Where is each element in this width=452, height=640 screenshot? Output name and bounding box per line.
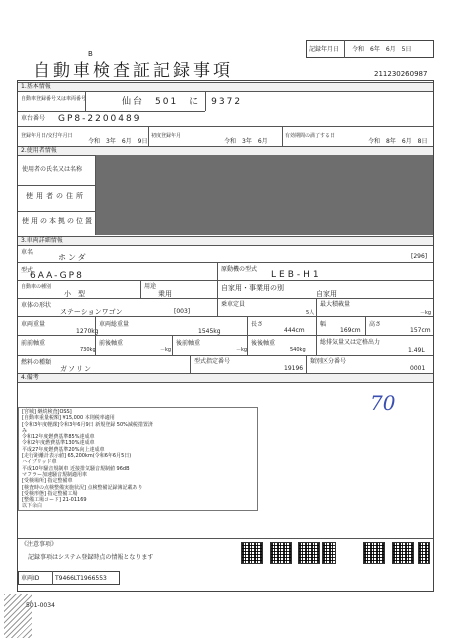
vehicle-id-label: 車両ID (21, 575, 40, 582)
page-title: 自動車検査証記録事項 (33, 61, 233, 81)
type-designation-value: 19196 (284, 365, 304, 372)
section-basic-title: 1.基本情報 (21, 83, 51, 90)
type-designation-label: 型式指定番号 (194, 358, 231, 365)
max-load-value: －kg (420, 310, 432, 316)
user-address-label: 使用者の住所 (26, 192, 86, 200)
capacity-label: 乗車定員 (221, 301, 246, 308)
expiry-date-label: 有効期間の満了する日 (285, 133, 336, 139)
vehicle-id-value: T9466LT1966553 (55, 575, 107, 582)
vehicle-type-label: 自動車の種別 (21, 284, 52, 290)
use-label: 用途 (144, 283, 157, 290)
section-vehicle-header (18, 236, 433, 246)
rear-front-axle-value: －kg (236, 347, 248, 353)
front-front-axle-label: 前前軸重 (21, 340, 46, 347)
handwritten-note: 70 (370, 391, 396, 415)
user-name-label: 使用者の氏名又は名称 (22, 166, 83, 173)
front-rear-axle-label: 前後軸重 (99, 340, 124, 347)
notice-title: 《注意事項》 (21, 541, 58, 548)
rear-rear-axle-value: 540kg (290, 347, 306, 353)
engine-label: 原動機の型式 (221, 266, 258, 273)
user-address-redacted (96, 185, 433, 211)
body-shape-value: ステーションワゴン (60, 308, 123, 316)
width-value: 169cm (340, 327, 361, 334)
rear-front-axle-label: 後前軸重 (176, 340, 201, 347)
remark-line: [受検場所] 指定整備車 (22, 478, 73, 485)
make-value: ホンダ (58, 253, 88, 262)
usage-base-label: 使用の本拠の位置 (22, 217, 94, 225)
max-load-label: 最大積載量 (320, 301, 351, 308)
use-value: 乗用 (158, 290, 172, 298)
classification-label: 類別区分番号 (310, 358, 347, 365)
gross-weight-label: 車両総重量 (99, 321, 130, 328)
make-label: 車名 (21, 249, 34, 256)
chassis-number-label: 車台番号 (21, 115, 46, 122)
usage-base-redacted (96, 211, 433, 235)
remark-line: 平成27年度燃費基準20%向上達成車 (22, 446, 105, 453)
notice-text: 記録事項はシステム登録時点の情報となります (28, 554, 154, 561)
make-code: [296] (411, 253, 428, 260)
section-user-title: 2.使用者情報 (21, 147, 57, 154)
registration-date-label: 登録年月日/交付年月日 (21, 133, 73, 139)
document-number: 211230260987 (374, 70, 428, 78)
qr-code-5-icon (363, 542, 385, 564)
model-value: 6AA-GP8 (30, 271, 84, 281)
front-front-axle-value: 730kg (80, 347, 96, 353)
classification-value: 0001 (410, 365, 426, 372)
remark-line: 令和2年度燃費基準130%達成車 (22, 440, 95, 447)
remark-line: み (22, 427, 28, 434)
height-label: 高さ (369, 321, 382, 328)
remark-line: ハイブリッド車 (22, 459, 57, 466)
remark-line: マフラー加速騒音規制適用車 (22, 471, 88, 478)
qr-code-1-icon (241, 542, 263, 564)
section-remarks-header (18, 373, 433, 383)
record-date-label: 記録年月日 (309, 46, 340, 53)
remark-line: [受検形態] 指定整備工場 (22, 490, 78, 497)
remark-line: [走行距離計表示値] 65,200km(令和6年6月5日) (22, 453, 132, 460)
qr-code-7-icon (418, 542, 430, 564)
qr-code-3-icon (298, 542, 320, 564)
business-use-value: 自家用 (316, 290, 337, 298)
first-registration-label: 初度登録年月 (151, 133, 182, 139)
rear-rear-axle-label: 後後軸重 (251, 340, 276, 347)
expiry-date-value: 令和 8年 6月 8日 (368, 138, 428, 145)
length-value: 444cm (284, 327, 305, 334)
remark-line: [整備工場コード] 21-01169 (22, 497, 87, 504)
gross-weight-value: 1545kg (198, 328, 221, 335)
qr-code-2-icon (270, 542, 292, 564)
registration-date-value: 令和 3年 6月 9日 (88, 138, 148, 145)
business-use-label: 自家用・事業用の別 (221, 284, 284, 292)
stamp-hatch (4, 594, 32, 638)
qr-code-4-icon (322, 542, 336, 564)
length-label: 長さ (251, 321, 264, 328)
remark-line: [宮城] 継続検査[OSS] (22, 409, 72, 415)
registration-number-value: 仙台 501 に 9372 (122, 97, 243, 107)
body-shape-label: 車体の形状 (21, 302, 52, 309)
section-remarks-title: 4.備考 (21, 374, 39, 381)
width-label: 幅 (320, 321, 327, 328)
remark-line: 令和12年度燃費基準85%達成車 (22, 434, 95, 441)
body-shape-code: [003] (174, 308, 191, 315)
vehicle-weight-value: 1270kg (76, 328, 99, 335)
qr-code-6-icon (392, 542, 414, 564)
section-basic-header (18, 82, 433, 92)
remark-line: [令和3年度軽課]令和3年6月9日 新規登録 50%減税措置済 (22, 421, 153, 428)
record-date-value: 令和 6年 6月 5日 (352, 46, 412, 53)
displacement-value: 1.49L (408, 347, 425, 354)
capacity-value: 5人 (306, 310, 315, 316)
fuel-type-value: ガソリン (60, 365, 92, 373)
section-vehicle-title: 3.車両詳細情報 (21, 237, 63, 244)
fuel-type-label: 燃料の種類 (21, 359, 52, 366)
first-registration-value: 令和 3年 6月 (224, 138, 268, 145)
remarks-list (22, 409, 258, 510)
registration-number-label: 自動車登録番号又は車両番号 (21, 96, 87, 102)
remark-line: 以下余白 (22, 503, 43, 510)
remark-line: 平成10年騒音規制車 近接排気騒音規制値 96dB (22, 465, 130, 472)
displacement-label: 総排気量又は定格出力 (320, 339, 381, 346)
footer-code: 501-0034 (26, 602, 55, 609)
height-value: 157cm (410, 327, 431, 334)
engine-value: LEB-H1 (271, 270, 322, 280)
user-name-redacted (96, 155, 433, 185)
chassis-number-value: GP8-2200489 (58, 114, 142, 124)
vehicle-type-value: 小 型 (64, 290, 85, 298)
remark-line: [検査時の点検整備実施状況] 点検整備記録簿記載あり (22, 484, 143, 491)
vehicle-weight-label: 車両重量 (21, 321, 46, 328)
front-rear-axle-value: －kg (160, 347, 172, 353)
form-mark: B (88, 50, 93, 58)
remark-line: [自動車重量税額] ¥15,000 本則税率適用 (22, 415, 115, 422)
model-label: 型式 (21, 267, 34, 274)
